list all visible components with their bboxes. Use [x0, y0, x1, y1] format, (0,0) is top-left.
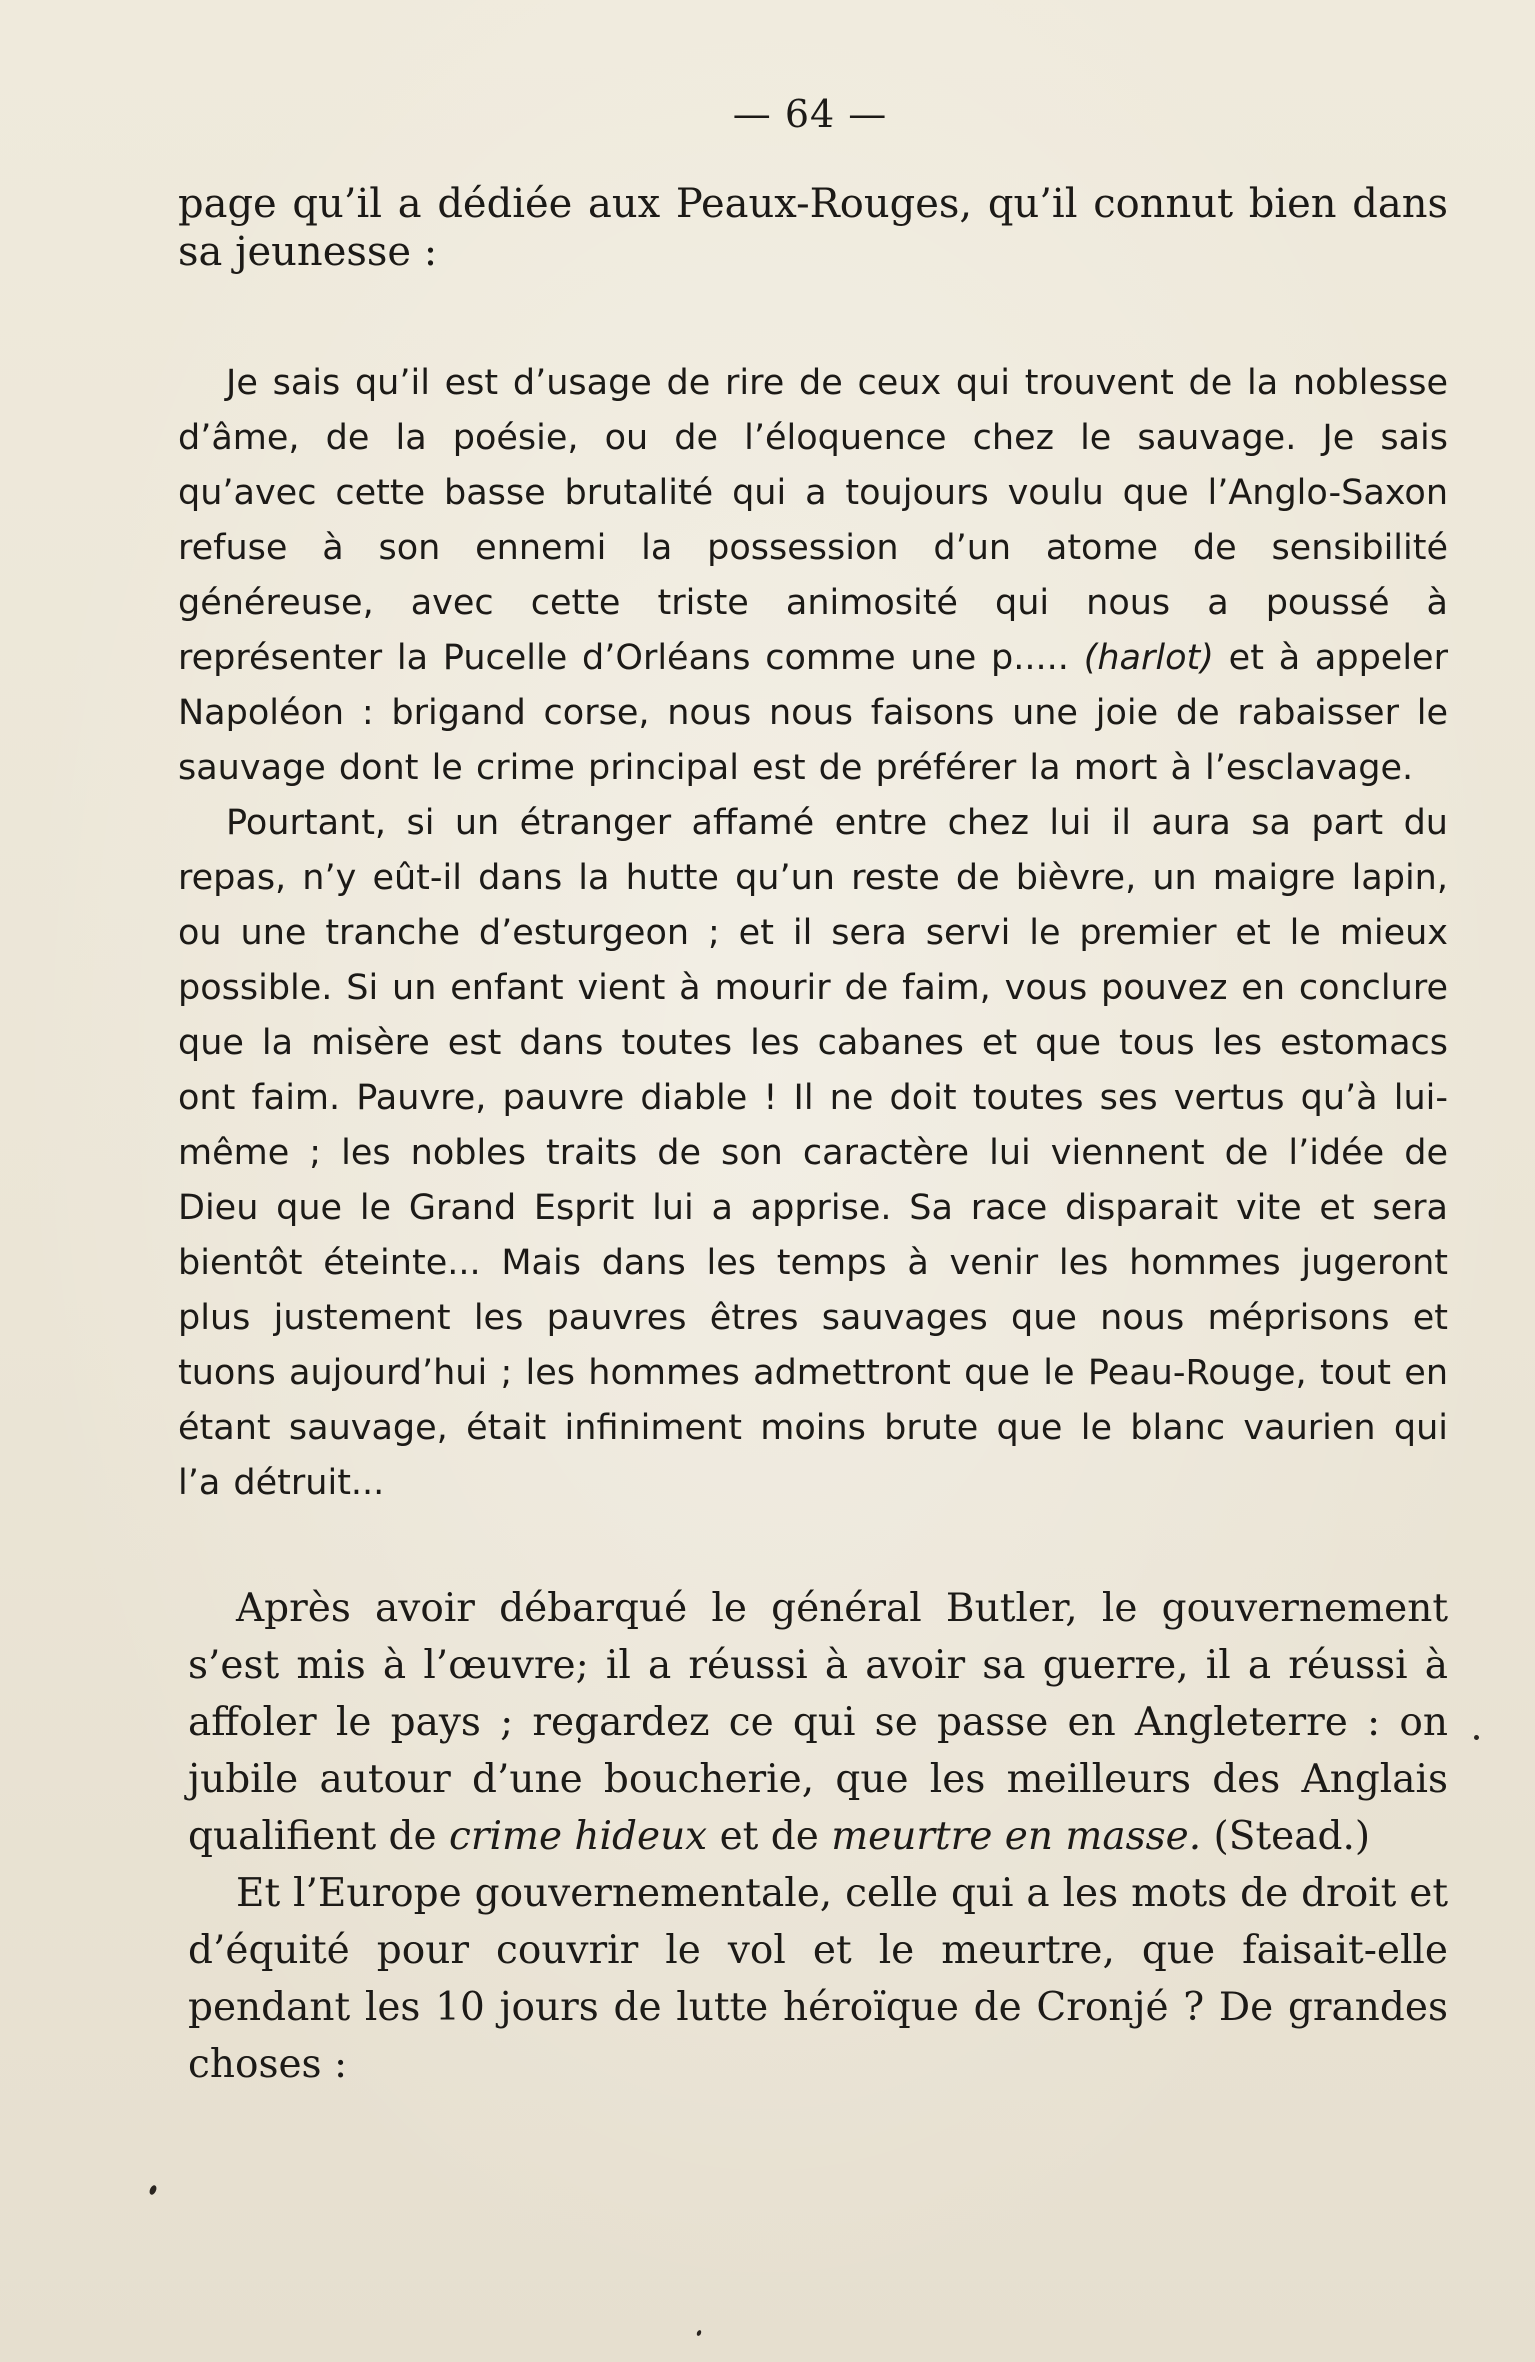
- page-number: — 64 —: [732, 92, 888, 136]
- quote-paragraph-2: Pourtant, si un étranger affamé entre chez lui il aura sa part du repas, n’y eût-il dans la hutte qu’un reste de bièvre, un maigre lapin, ou une tranche d’esturgeon ; et il sera servi le premier et le mieux possible. Si un enfant vient à mourir de faim, vous pouvez en conclure que la misère est dans toutes les cabanes et que tous les estomacs ont faim. Pauvre, pauvre diable ! Il ne doit toutes ses vertus qu’à lui-même ; les nobles traits de son caractère lui viennent de l’idée de Dieu que le Grand Esprit lui a apprise. Sa race disparait vite et sera bientôt éteinte... Mais dans les temps à venir les hommes jugeront plus justement les pauvres êtres sauvages que nous méprisons et tuons aujourd’hui ; les hommes admettront que le Peau-Rouge, tout en étant sauvage, était infiniment moins brute que le blanc vaurien qui l’a détruit...: [178, 803, 1448, 1503]
- quote-italic-harlot: (harlot): [1083, 638, 1214, 678]
- ink-speck: [1473, 1734, 1480, 1741]
- ink-speck: [696, 2329, 702, 2336]
- quote-paragraph-1: [178, 356, 1448, 796]
- quoted-passage: [178, 356, 1448, 1511]
- body-paragraph-2: Et l’Europe gouvernementale, celle qui a les mots de droit et d’équité pour couvrir le vol et le meurtre, que faisait-elle pendant les 10 jours de lutte héroïque de Cronjé ? De grandes choses :: [188, 1871, 1448, 2087]
- body-italic-meurtre-en-masse: meurtre en masse.: [831, 1814, 1202, 1859]
- body-paragraph-1: [188, 1580, 1448, 1865]
- quote-text-1a: Je sais qu’il est d’usage de rire de ceux qui trouvent de la noblesse d’âme, de la poésie, ou de l’éloquence chez le sauvage. Je sais qu’avec cette basse brutalité qui a toujours voulu que l’Anglo-Saxon refuse à son ennemi la possession d’un atome de sensibilité généreuse, avec cette triste animosité qui nous a poussé à représenter la Pucelle d’Orléans comme une p.....: [178, 363, 1448, 678]
- body-text: [188, 1580, 1448, 2093]
- ink-speck: [148, 2184, 158, 2196]
- quote-text-1b: et à appeler Napoléon : brigand corse, nous nous faisons une joie de rabaisser le sauvage dont le crime principal est de préférer la mort à l’esclavage.: [178, 638, 1448, 788]
- body-text-1c: (Stead.): [1201, 1814, 1371, 1859]
- body-text-1b: et de: [707, 1814, 832, 1859]
- body-italic-crime-hideux: crime hideux: [449, 1814, 708, 1859]
- intro-paragraph: page qu’il a dédiée aux Peaux-Rouges, qu’il connut bien dans sa jeunesse :: [178, 181, 1448, 275]
- body-text-1a: Après avoir débarqué le général Butler, le gouvernement s’est mis à l’œuvre; il a réussi à avoir sa guerre, il a réussi à affoler le pays ; regardez ce qui se passe en Angleterre : on jubile autour d’une boucherie, que les meilleurs des Anglais qualifient de: [188, 1586, 1448, 1859]
